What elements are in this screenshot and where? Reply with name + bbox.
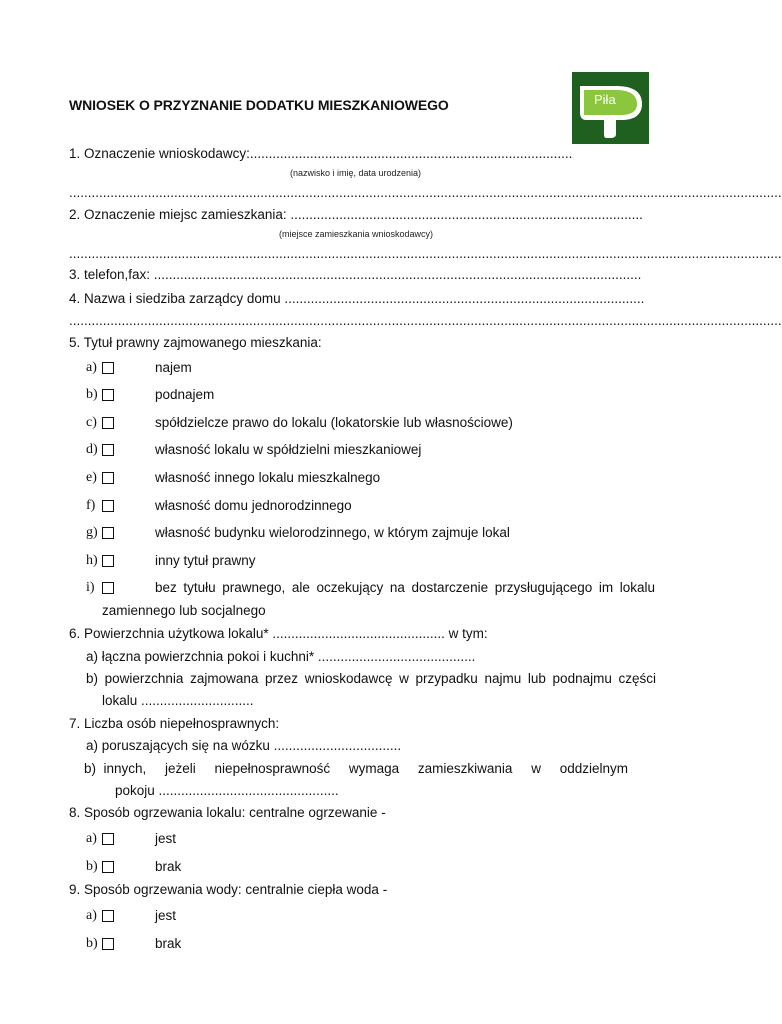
option-letter: f) — [86, 498, 96, 513]
option-text: własność innego lokalu mieszkalnego — [155, 470, 381, 485]
q7-b-line1: b) innych, jeżeli niepełnosprawność wymaga zamieszkiwania w oddzielnym — [84, 761, 628, 776]
option-letter: g) — [86, 525, 98, 540]
q7-b-line2: pokoju ................................................ — [115, 783, 339, 798]
q6-a: a) łączna powierzchnia pokoi i kuchni* .......................................... — [86, 649, 476, 664]
option-text: jest — [155, 831, 177, 846]
q4-label: 4. Nazwa i siedziba zarządcy domu ................................................................................................ — [69, 291, 645, 306]
option-letter: i) — [86, 580, 95, 595]
option-letter: b) — [86, 859, 98, 874]
option-text: własność lokalu w spółdzielni mieszkaniowej — [155, 442, 422, 457]
q3-label: 3. telefon,fax: .................................................................................................................................. — [69, 267, 642, 282]
checkbox[interactable] — [102, 472, 114, 484]
option-text: jest — [155, 908, 177, 923]
checkbox[interactable] — [102, 500, 114, 512]
option-text: własność budynku wielorodzinnego, w którym zajmuje lokal — [155, 525, 510, 540]
q1-dotted-line: .............................................................................................................................................................................................. — [69, 185, 782, 200]
option-text-continued: zamiennego lub socjalnego — [102, 603, 266, 618]
q1-label: 1. Oznaczenie wnioskodawcy:...................................................................................... — [69, 146, 573, 161]
checkbox[interactable] — [102, 833, 114, 845]
option-text: podnajem — [155, 387, 215, 402]
checkbox[interactable] — [102, 582, 114, 594]
q6-label: 6. Powierzchnia użytkowa lokalu* .............................................. w tym: — [69, 626, 488, 641]
checkbox[interactable] — [102, 861, 114, 873]
option-letter: h) — [86, 553, 98, 568]
checkbox[interactable] — [102, 362, 114, 374]
q2-dotted-line: .............................................................................................................................................................................................. — [69, 246, 782, 261]
option-text: brak — [155, 936, 182, 951]
q7-label: 7. Liczba osób niepełnosprawnych: — [69, 716, 280, 731]
checkbox[interactable] — [102, 555, 114, 567]
option-text: spółdzielcze prawo do lokalu (lokatorskie lub własnościowe) — [155, 415, 513, 430]
option-text: bez tytułu prawnego, ale oczekujący na dostarczenie przysługującego im lokalu — [155, 580, 655, 595]
option-letter: b) — [86, 936, 98, 951]
option-text: brak — [155, 859, 182, 874]
q8-label: 8. Sposób ogrzewania lokalu: centralne ogrzewanie - — [69, 805, 386, 820]
q2-hint: (miejsce zamieszkania wnioskodawcy) — [279, 229, 434, 239]
q6-b-line2: lokalu .............................. — [102, 693, 254, 708]
form-title: WNIOSEK O PRZYZNANIE DODATKU MIESZKANIOWEGO — [69, 97, 449, 113]
q6-b-line1: b) powierzchnia zajmowana przez wnioskodawcę w przypadku najmu lub podnajmu części — [86, 671, 656, 686]
option-text: własność domu jednorodzinnego — [155, 498, 352, 513]
q7-a: a) poruszających się na wózku .................................. — [86, 738, 402, 753]
option-letter: a) — [86, 360, 97, 375]
option-letter: e) — [86, 470, 97, 485]
option-letter: b) — [86, 387, 98, 402]
checkbox[interactable] — [102, 938, 114, 950]
option-text: inny tytuł prawny — [155, 553, 256, 568]
checkbox[interactable] — [102, 417, 114, 429]
logo-text: Piła — [594, 92, 616, 107]
option-letter: a) — [86, 831, 97, 846]
pila-city-logo — [572, 72, 649, 144]
checkbox[interactable] — [102, 527, 114, 539]
checkbox[interactable] — [102, 389, 114, 401]
option-letter: a) — [86, 908, 97, 923]
checkbox[interactable] — [102, 444, 114, 456]
q1-hint: (nazwisko i imię, data urodzenia) — [290, 168, 422, 178]
checkbox[interactable] — [102, 910, 114, 922]
q2-label: 2. Oznaczenie miejsc zamieszkania: .............................................................................................. — [69, 207, 643, 222]
option-letter: d) — [86, 442, 98, 457]
q4-dotted-line: .............................................................................................................................................................................................. — [69, 313, 782, 328]
q5-label: 5. Tytuł prawny zajmowanego mieszkania: — [69, 335, 322, 350]
option-letter: c) — [86, 415, 97, 430]
q9-label: 9. Sposób ogrzewania wody: centralnie ciepła woda - — [69, 882, 388, 897]
option-text: najem — [155, 360, 192, 375]
